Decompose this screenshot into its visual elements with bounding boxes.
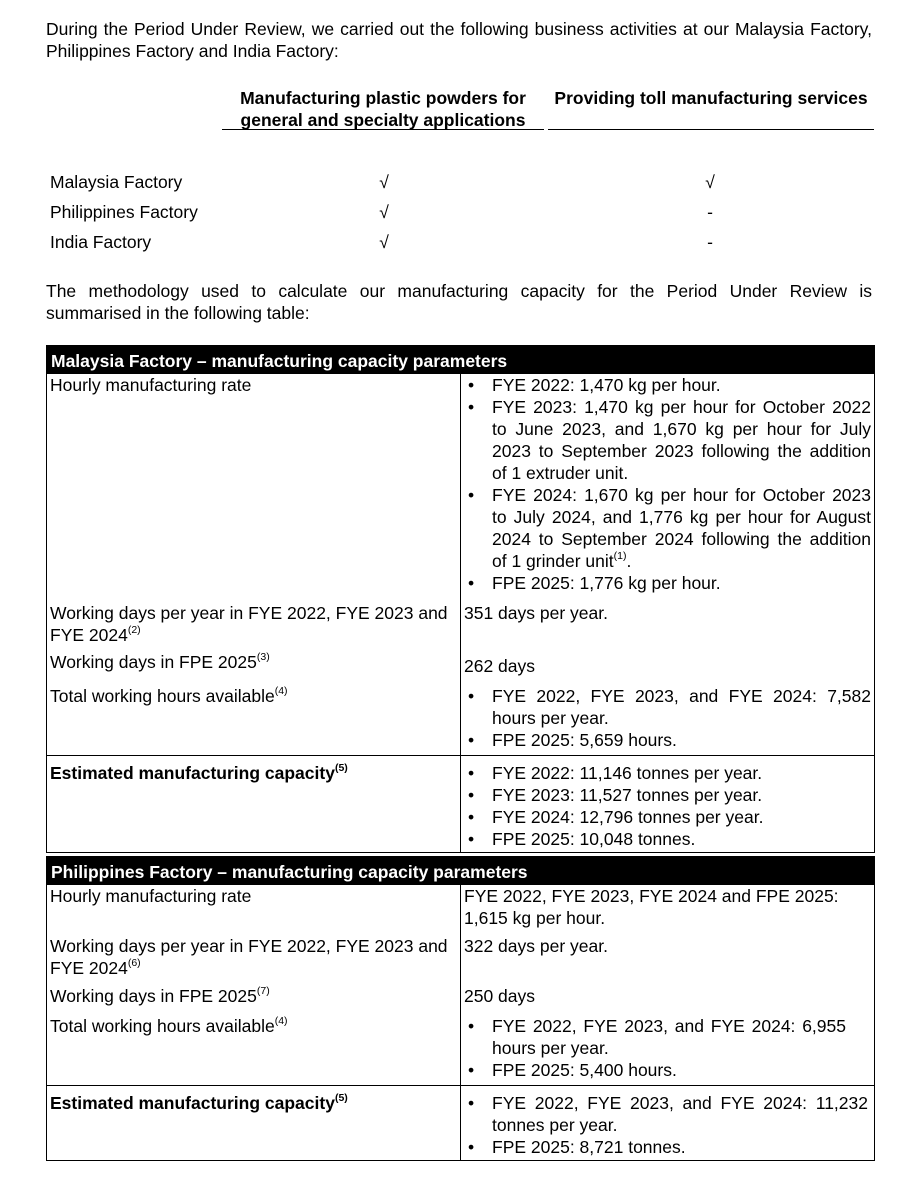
fpe-days-label <box>47 646 461 677</box>
footnote-ref: (4) <box>274 685 288 698</box>
spacer <box>464 1081 846 1085</box>
capacity-values <box>461 1086 875 1161</box>
footnote-ref: (4) <box>274 1015 288 1028</box>
label-text: Working days in FPE 2025 <box>50 652 257 672</box>
spacer <box>464 594 871 602</box>
list-item: • FYE 2022, FYE 2023, and FYE 2024: 6,955 hours per year. <box>492 1015 846 1059</box>
list-item: • FPE 2025: 10,048 tonnes. <box>492 828 871 850</box>
rate-label: Hourly manufacturing rate <box>47 885 461 930</box>
fpe-days-value: 262 days <box>461 646 875 677</box>
dash-mark: - <box>707 202 713 222</box>
fpe-days-label <box>47 979 461 1007</box>
working-days-label <box>47 929 461 979</box>
activity-header-manufacturing: Manufacturing plastic powders for general and specialty applications <box>240 88 526 130</box>
footnote-ref: (7) <box>256 985 270 998</box>
intro-paragraph: During the Period Under Review, we carried out the following business activities at our Malaysia Factory, Philippines Factory and India Factory: <box>46 19 872 61</box>
rate-label: Hourly manufacturing rate <box>47 374 461 603</box>
check-mark: √ <box>379 202 389 222</box>
list-item: • FYE 2024: 12,796 tonnes per year. <box>492 806 871 828</box>
working-days-value: 322 days per year. <box>461 929 875 979</box>
working-hours-values <box>461 677 875 756</box>
spacer <box>464 1158 868 1160</box>
list-item: • FYE 2022: 11,146 tonnes per year. <box>492 762 871 784</box>
list-item: • FPE 2025: 5,659 hours. <box>492 729 871 751</box>
rate-text: FYE 2024: 1,670 kg per hour for October 2023 to July 2024, and 1,776 kg per hour for August 2024 to September 2024 following the addition of 1 grinder unit <box>492 485 871 571</box>
working-hours-values <box>461 1007 875 1086</box>
spacer <box>464 751 871 755</box>
footnote-ref: (5) <box>334 762 348 775</box>
working-hours-label <box>47 677 461 756</box>
spacer <box>464 850 871 852</box>
list-item: • FYE 2022, FYE 2023, and FYE 2024: 7,582 hours per year. <box>492 685 871 729</box>
factory-label-malaysia: Malaysia Factory <box>50 172 183 192</box>
methodology-paragraph: The methodology used to calculate our manufacturing capacity for the Period Under Review is summarised in the following table: <box>46 281 872 323</box>
capacity-label <box>47 1086 461 1161</box>
label-text: Working days per year in FYE 2022, FYE 2023 and FYE 2024 <box>50 936 448 978</box>
header-underline <box>222 129 544 130</box>
table-title: Philippines Factory – manufacturing capacity parameters <box>47 857 875 885</box>
activity-header-toll: Providing toll manufacturing services <box>554 88 868 108</box>
check-mark: √ <box>705 172 715 192</box>
label-text: Total working hours available <box>50 1016 275 1036</box>
label-text: Estimated manufacturing capacity <box>50 763 335 783</box>
label-text: Total working hours available <box>50 686 275 706</box>
footnote-ref: (6) <box>127 957 141 970</box>
philippines-capacity-table <box>46 856 875 1161</box>
label-text: Working days in FPE 2025 <box>50 986 257 1006</box>
footnote-ref: (5) <box>334 1092 348 1105</box>
footnote-ref: (3) <box>256 651 270 664</box>
list-item: • FPE 2025: 8,721 tonnes. <box>492 1136 868 1158</box>
working-hours-label <box>47 1007 461 1086</box>
rate-values <box>461 374 875 603</box>
list-item: • FYE 2023: 11,527 tonnes per year. <box>492 784 871 806</box>
fpe-days-value: 250 days <box>461 979 875 1007</box>
label-text: Estimated manufacturing capacity <box>50 1093 335 1113</box>
working-days-label <box>47 602 461 646</box>
header-underline <box>548 129 874 130</box>
table-title: Malaysia Factory – manufacturing capacity parameters <box>47 346 875 374</box>
label-text: Working days per year in FYE 2022, FYE 2023 and FYE 2024 <box>50 603 448 645</box>
factory-label-india: India Factory <box>50 232 152 252</box>
check-mark: √ <box>379 232 389 252</box>
list-item: • FYE 2024: 1,670 kg per hour for October 2023 to July 2024, and 1,776 kg per hour for August 2024 to September 2024 following the addition of 1 grinder unit$^{(1)}$. <box>492 484 871 572</box>
capacity-label <box>47 756 461 853</box>
list-item: • FYE 2022, FYE 2023, and FYE 2024: 11,232 tonnes per year. <box>492 1092 868 1136</box>
list-item: • FYE 2023: 1,470 kg per hour for October 2022 to June 2023, and 1,670 kg per hour for July 2023 to September 2023 following the addition of 1 extruder unit. <box>492 396 871 484</box>
list-item: • FPE 2025: 5,400 hours. <box>492 1059 846 1081</box>
malaysia-capacity-table <box>46 345 875 853</box>
capacity-values <box>461 756 875 853</box>
factory-label-philippines: Philippines Factory <box>50 202 198 222</box>
list-item: • FYE 2022: 1,470 kg per hour. <box>492 374 871 396</box>
check-mark: √ <box>379 172 389 192</box>
footnote-ref: (1) <box>613 550 627 563</box>
dash-mark: - <box>707 232 713 252</box>
rate-value: FYE 2022, FYE 2023, FYE 2024 and FPE 2025: 1,615 kg per hour. <box>461 885 875 930</box>
list-item: • FPE 2025: 1,776 kg per hour. <box>492 572 871 594</box>
working-days-value: 351 days per year. <box>461 602 875 646</box>
footnote-ref: (2) <box>127 624 141 637</box>
